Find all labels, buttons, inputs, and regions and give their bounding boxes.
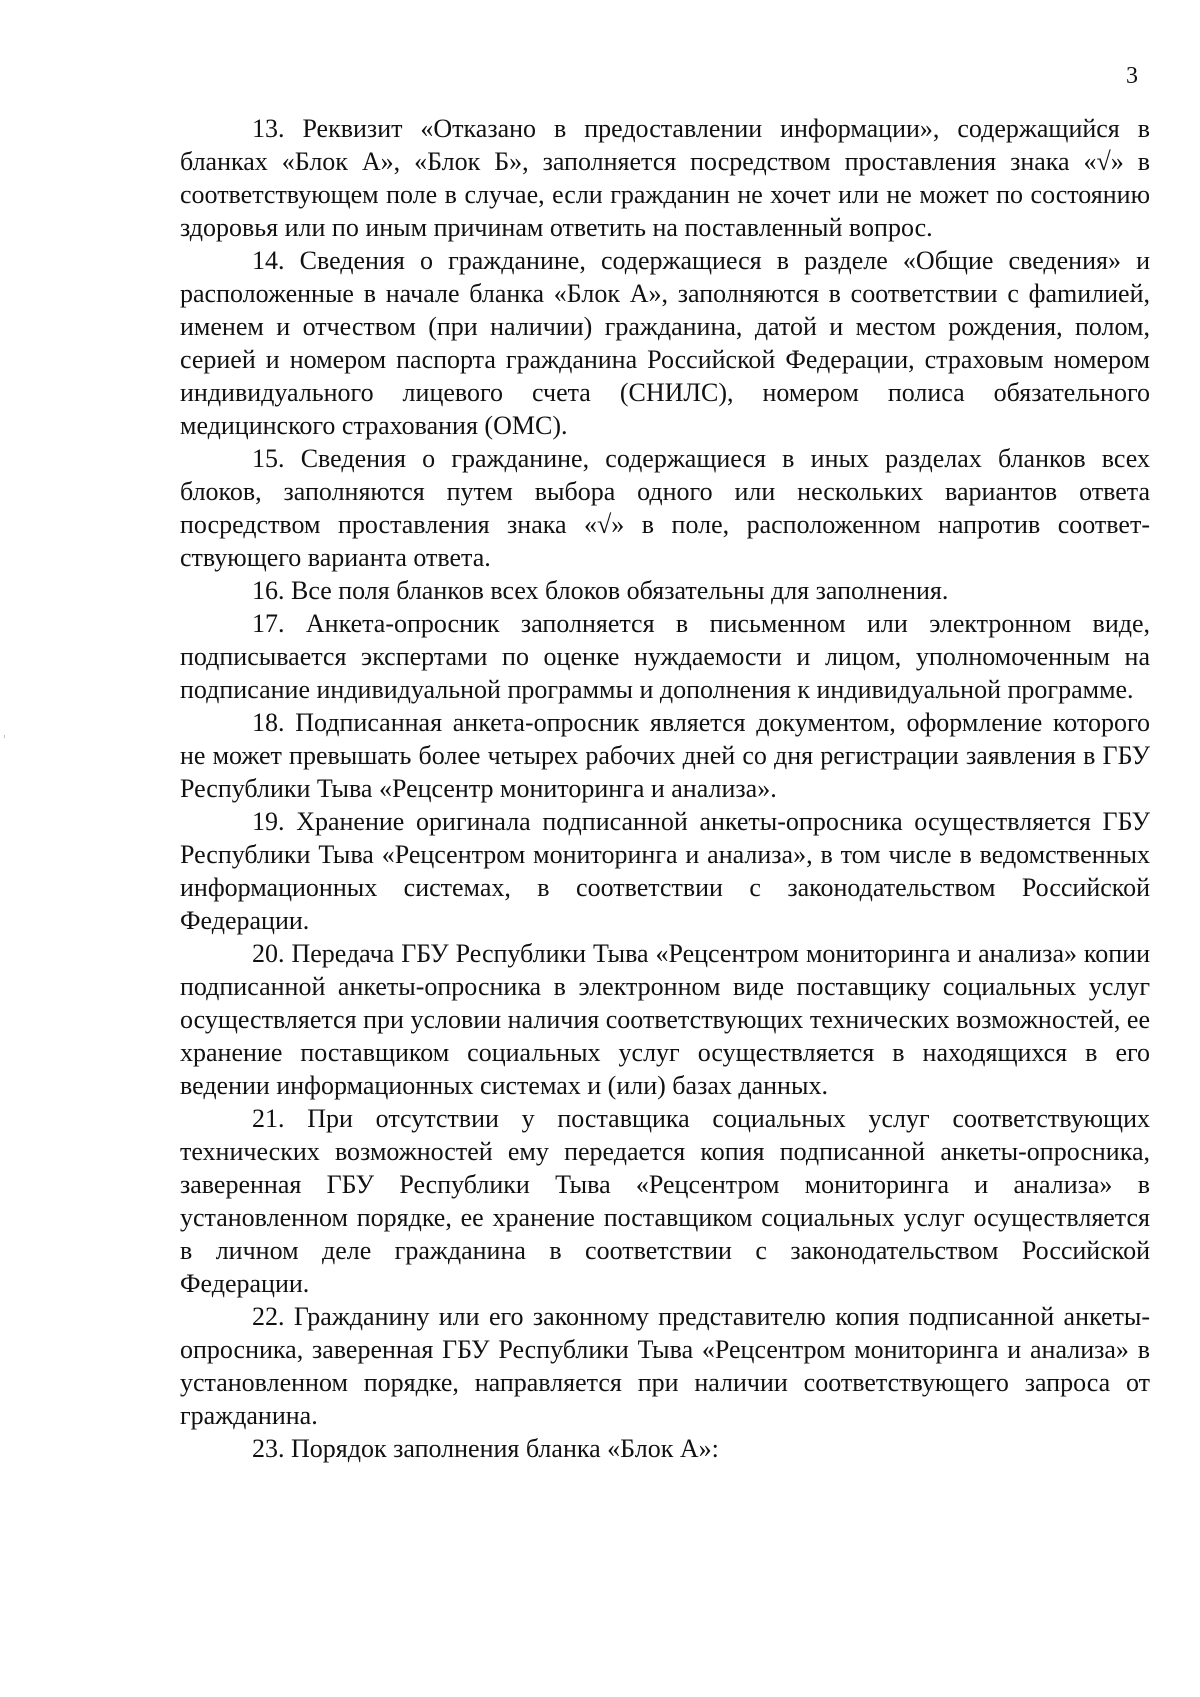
paragraph-19: 19. Хранение оригинала подписанной анкеты-опросника осуществляется ГБУ Республики Тыва «Рецсентром мониторинга и анализа», в том числе в ведомственных информационных системах, в соответствии с законодательством Российской Федерации. [180, 807, 1150, 935]
paragraph-15: 15. Сведения о гражданине, содержащиеся в иных разделах бланков всех блоков, заполняются путем выбора одного или нескольких вариантов ответа посредством проставления знака «√» в поле, расположенном напротив соответствующего варианта ответа. [180, 444, 1150, 572]
page-number: 3 [1126, 63, 1138, 89]
paragraph-14: 14. Сведения о гражданине, содержащиеся в разделе «Общие сведения» и расположенные в начале бланка «Блок А», заполняются в соответствии с фаmилией, именем и отчеством (при наличии) гражданина, датой и местом рождения, полом, серией и номером паспорта гражданина Российской Федерации, страховым номером индивидуального лицевого счета (СНИЛС), номером полиса обязательного медицинского страхования (ОМС). [180, 246, 1150, 440]
paragraph-13: 13. Реквизит «Отказано в предоставлении информации», содержащийся в бланках «Блок А», «Блок Б», заполняется посредством проставления знака «√» в соответствующем поле в случае, если гражданин не хочет или не может по состоянию здоровья или по иным причинам ответить на поставленный вопрос. [180, 114, 1150, 242]
scan-edge-mark [4, 735, 5, 738]
paragraph-22: 22. Гражданину или его законному представителю копия подписанной анкеты-опросника, заверенная ГБУ Республики Тыва «Рецсентром мониторинга и анализа» в установленном порядке, направляется при наличии соответствующего запроса от гражданина. [180, 1302, 1150, 1430]
paragraph-16: 16. Все поля бланков всех блоков обязательны для заполнения. [252, 576, 949, 605]
paragraph-17: 17. Анкета-опросник заполняется в письменном или электронном виде, подписывается экспертами по оценке нуждаемости и лицом, уполномоченным на подписание индивидуальной программы и дополнения к индивидуальной программе. [180, 609, 1150, 704]
paragraph-21: 21. При отсутствии у поставщика социальных услуг соответствующих технических возможностей ему передается копия подписанной анкеты-опросника, заверенная ГБУ Республики Тыва «Рецсентром мониторинга и анализа» в установленном порядке, ее хранение поставщиком социальных услуг осуществляется в личном деле гражданина в соответствии с законодательством Российской Федерации. [180, 1104, 1150, 1298]
document-body [180, 112, 1150, 1465]
paragraph-18: 18. Подписанная анкета-опросник является документом, оформление которого не может превышать более четырех рабочих дней со дня регистрации заявления в ГБУ Республики Тыва «Рецсентр мониторинга и анализа». [180, 708, 1150, 803]
paragraph-20: 20. Передача ГБУ Республики Тыва «Рецсентром мониторинга и анализа» копии подписанной анкеты-опросника в электронном виде поставщику социальных услуг осуществляется при условии наличия соответствующих технических возможностей, ее хранение поставщиком социальных услуг осуществляется в находящихся в его ведении информационных системах и (или) базах данных. [180, 939, 1150, 1100]
paragraph-23: 23. Порядок заполнения бланка «Блок А»: [252, 1434, 719, 1463]
